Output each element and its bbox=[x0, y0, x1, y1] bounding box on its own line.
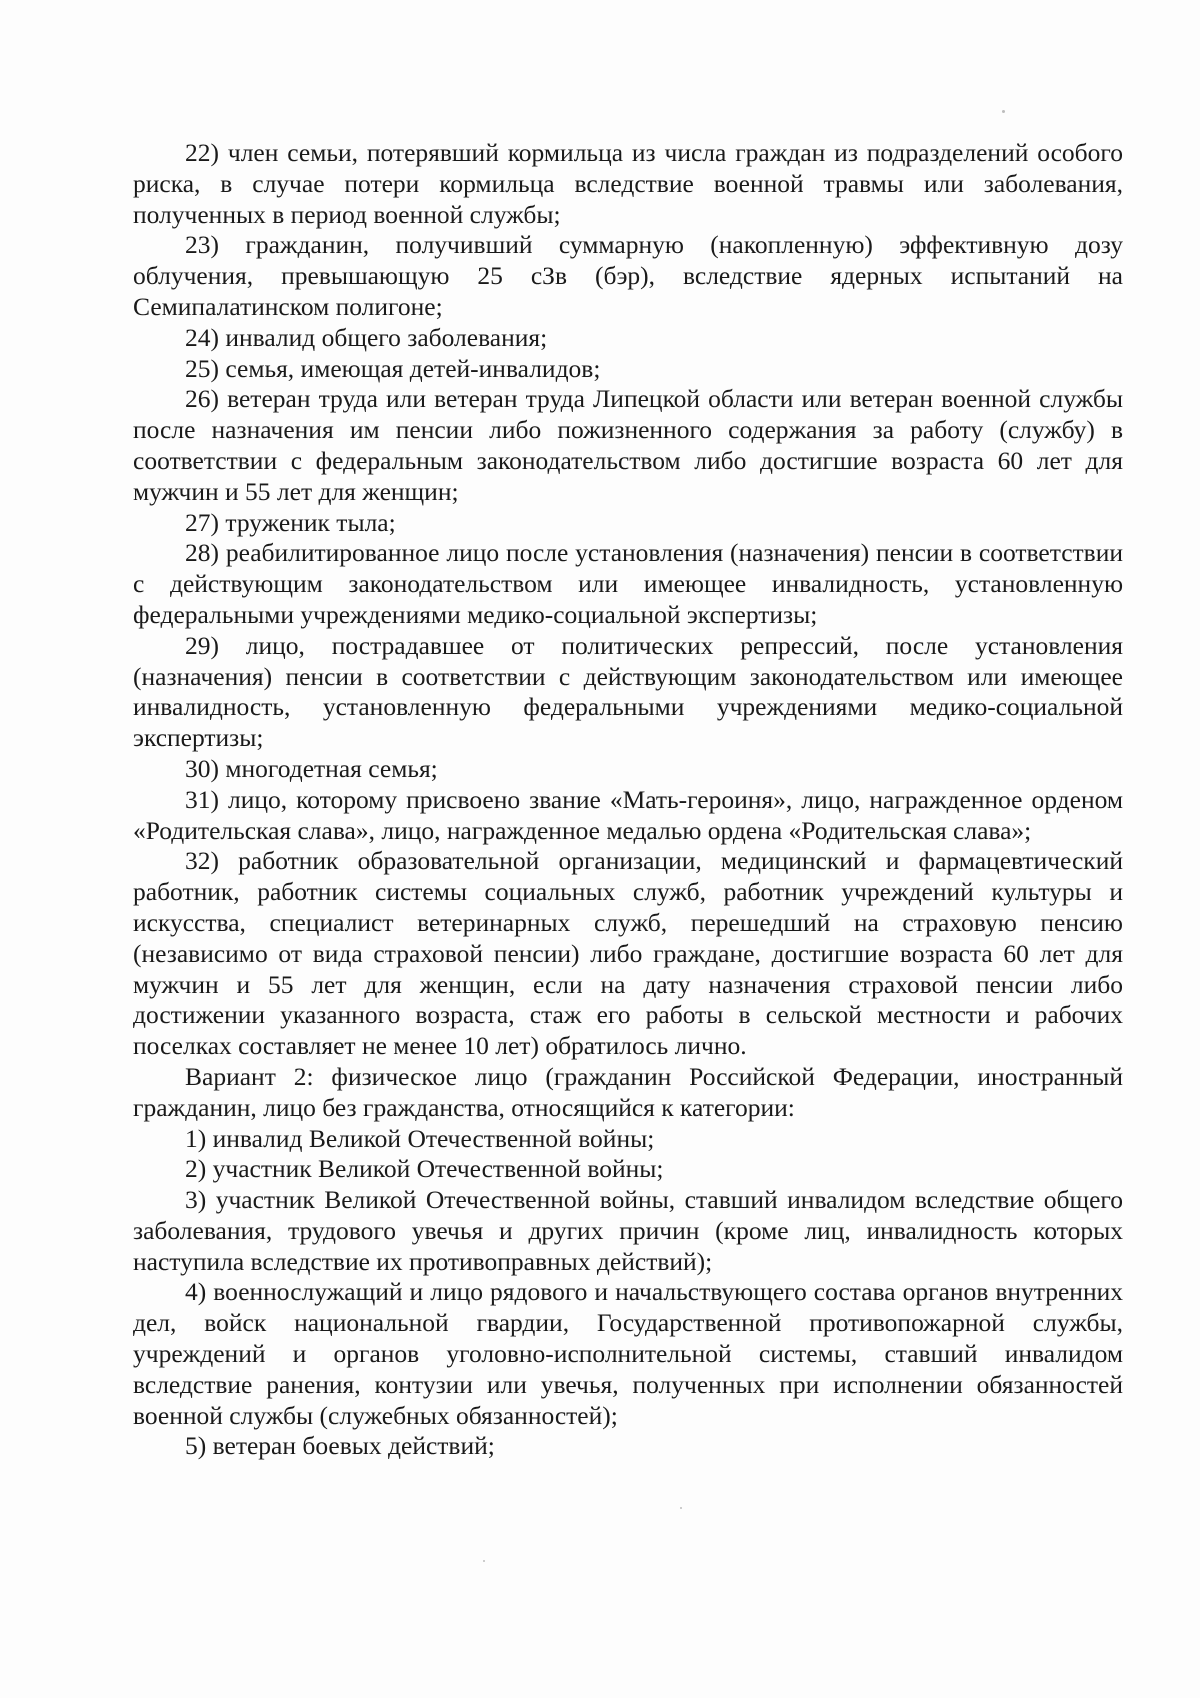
scan-speck bbox=[483, 1560, 485, 1562]
list-item: 32) работник образовательной организации, медицинский и фармацевтический работник, работник системы социальных служб, работник учреждений культуры и искусства, специалист ветеринарных служб, перешедший на страховую пенсию (независимо от вида страховой пенсии) либо граждане, достигшие возраста 60 лет для мужчин и 55 лет для женщин, если на дату назначения страховой пенсии либо достижении указанного возраста, стаж его работы в сельской местности и рабочих поселках составляет не менее 10 лет) обратилось лично. bbox=[133, 846, 1123, 1061]
scan-speck bbox=[1002, 110, 1005, 113]
list-item: 28) реабилитированное лицо после установления (назначения) пенсии в соответствии с действующим законодательством или имеющее инвалидность, установленную федеральными учреждениями медико-социальной экспертизы; bbox=[133, 538, 1123, 629]
list-item: 22) член семьи, потерявший кормильца из числа граждан из подразделений особого риска, в случае потери кормильца вследствие военной травмы или заболевания, полученных в период военной службы; bbox=[133, 138, 1123, 229]
list-item: 27) труженик тыла; bbox=[185, 507, 396, 537]
list-item: 25) семья, имеющая детей-инвалидов; bbox=[185, 353, 601, 383]
list-item: 3) участник Великой Отечественной войны, ставший инвалидом вследствие общего заболевания, трудового увечья и других причин (кроме лиц, инвалидность которых наступила вследствие их противоправных действий); bbox=[133, 1185, 1123, 1276]
list-item: 31) лицо, которому присвоено звание «Мать-героиня», лицо, награжденное орденом «Родительская слава», лицо, награжденное медалью ордена «Родительская слава»; bbox=[133, 784, 1123, 845]
list-item: 26) ветеран труда или ветеран труда Липецкой области или ветеран военной службы после назначения им пенсии либо пожизненного содержания за работу (службу) в соответствии с федеральным законодательством либо достигшие возраста 60 лет для мужчин и 55 лет для женщин; bbox=[133, 384, 1123, 506]
variant-heading: Вариант 2: физическое лицо (гражданин Российской Федерации, иностранный гражданин, лицо без гражданства, относящийся к категории: bbox=[133, 1061, 1123, 1122]
document-body bbox=[133, 138, 1123, 1462]
list-item: 29) лицо, пострадавшее от политических репрессий, после установления (назначения) пенсии в соответствии с действующим законодательством или имеющее инвалидность, установленную федеральными учреждениями медико-социальной экспертизы; bbox=[133, 630, 1123, 753]
list-item: 2) участник Великой Отечественной войны; bbox=[185, 1154, 664, 1184]
list-item: 1) инвалид Великой Отечественной войны; bbox=[185, 1123, 655, 1153]
list-item: 23) гражданин, получивший суммарную (накопленную) эффективную дозу облучения, превышающую 25 сЗв (бэр), вследствие ядерных испытаний на Семипалатинском полигоне; bbox=[133, 230, 1123, 321]
list-item: 4) военнослужащий и лицо рядового и начальствующего состава органов внутренних дел, войск национальной гвардии, Государственной противопожарной службы, учреждений и органов уголовно-исполнительной системы, ставший инвалидом вследствие ранения, контузии или увечья, полученных при исполнении обязанностей военной службы (служебных обязанностей); bbox=[133, 1277, 1123, 1430]
list-item: 5) ветеран боевых действий; bbox=[185, 1431, 495, 1461]
list-item: 30) многодетная семья; bbox=[185, 753, 438, 783]
scan-speck bbox=[680, 1507, 682, 1509]
list-item: 24) инвалид общего заболевания; bbox=[185, 322, 548, 352]
